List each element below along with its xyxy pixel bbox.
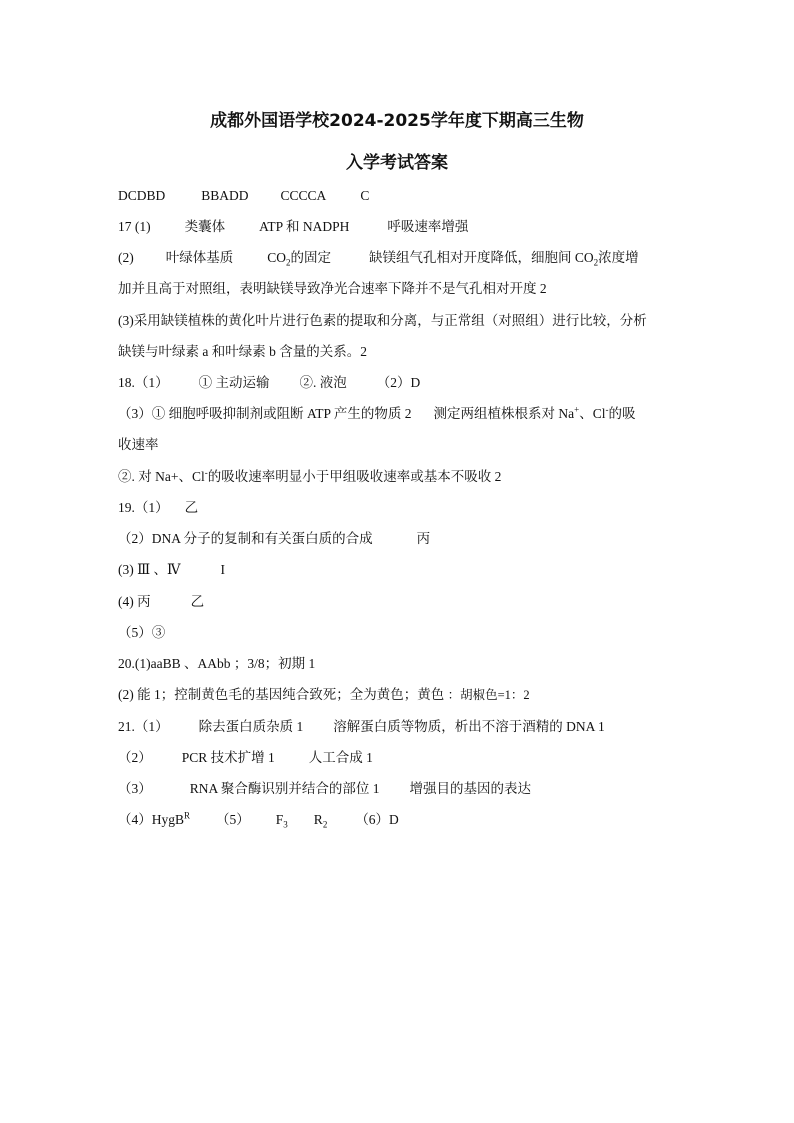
q21-line-2: （2） PCR 技术扩增 1 人工合成 1 bbox=[118, 750, 373, 765]
q18-line-2: （3）① 细胞呼吸抑制剂或阻断 ATP 产生的物质 2 测定两组植株根系对 Na+、Cl-的吸 bbox=[118, 404, 636, 421]
q17-line-4: (3)采用缺镁植株的黄化叶片进行色素的提取和分离，与正常组（对照组）进行比较，分析 bbox=[118, 313, 647, 328]
q19-line-1: 19.（1） 乙 bbox=[118, 500, 199, 515]
page-subtitle: 入学考试答案 bbox=[346, 153, 448, 173]
q21-line-1: 21.（1） 除去蛋白质杂质 1 溶解蛋白质等物质，析出不溶于酒精的 DNA 1 bbox=[118, 719, 605, 734]
q20-line-1: 20.(1)aaBB 、AAbb ；3/8；初期 1 bbox=[118, 656, 316, 671]
mc-group-2: BBADD bbox=[201, 188, 249, 203]
q19-line-2: （2）DNA 分子的复制和有关蛋白质的合成 丙 bbox=[118, 531, 431, 546]
mc-answers bbox=[118, 187, 369, 205]
q20-line-2: (2) 能 1；控制黄色毛的基因纯合致死；全为黄色；黄色 ：胡椒色=1：2 bbox=[118, 687, 530, 702]
q17-line-3: 加并且高于对照组，表明缺镁导致净光合速率下降并不是气孔相对开度 2 bbox=[118, 281, 547, 296]
q19-line-5: （5）③ bbox=[118, 625, 166, 640]
mc-group-4: C bbox=[360, 188, 370, 203]
q18-line-3: 收速率 bbox=[118, 437, 159, 452]
mc-group-1: DCDBD bbox=[118, 188, 166, 203]
page-title: 成都外国语学校2024-2025学年度下期高三生物 bbox=[210, 111, 584, 131]
mc-group-3: CCCCA bbox=[280, 188, 327, 203]
q18-line-1: 18.（1） ① 主动运输 ②. 液泡 （2）D bbox=[118, 375, 421, 390]
q17-line-2: (2) 叶绿体基质 $CO_2$的固定 缺镁组气孔相对开度降低，细胞间 $CO_2$浓度增 bbox=[118, 250, 639, 268]
q17-line-1: 17 (1) 类囊体 ATP 和 NADPH 呼吸速率增强 bbox=[118, 219, 469, 234]
q19-line-3: (3) Ⅲ 、Ⅳ I bbox=[118, 562, 225, 577]
q19-line-4: (4) 丙 乙 bbox=[118, 594, 205, 609]
q17-line-5: 缺镁与叶绿素 a 和叶绿素 b 含量的关系。2 bbox=[118, 344, 367, 359]
q18-line-4: ②. 对 Na+、Cl-的吸收速率明显小于甲组吸收速率或基本不吸收 2 bbox=[118, 467, 502, 484]
q21-line-3: （3） RNA 聚合酶识别并结合的部位 1 增强目的基因的表达 bbox=[118, 781, 532, 796]
q21-line-4: （4）HygB$^R$ （5） $F_3$ $R_2$ （6）D bbox=[118, 810, 399, 830]
